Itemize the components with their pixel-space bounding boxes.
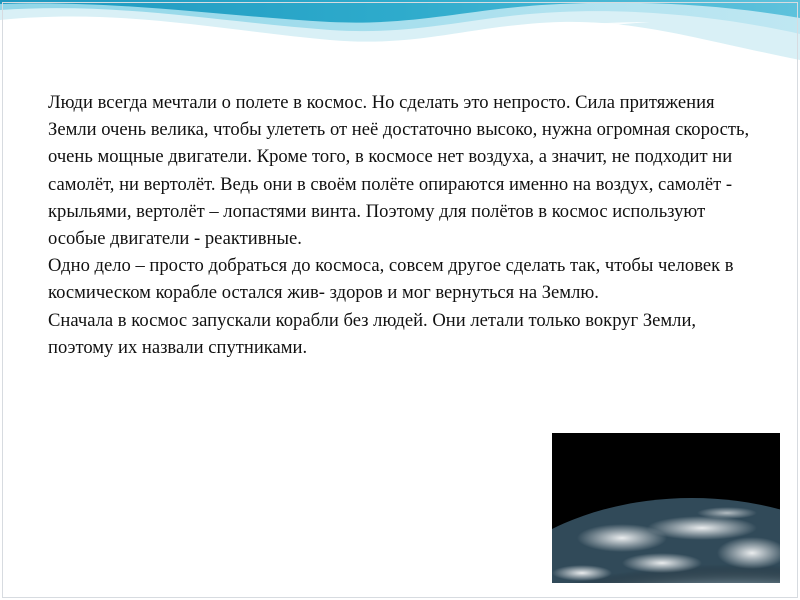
earth-from-space-photo [552, 433, 780, 583]
slide-body-text [48, 89, 758, 361]
cloud-4 [622, 553, 702, 573]
wave-header-decoration [0, 0, 800, 80]
paragraph-return-to-earth: Одно дело – просто добраться до космоса, совсем другое сделать так, чтобы человек в космическом корабле остался жив- здоров и мог вернуться на Землю. [48, 255, 734, 304]
paragraph-space-flight: Люди всегда мечтали о полете в космос. Но сделать это непросто. Сила притяжения Земли очень велика, чтобы улететь от неё достаточно высоко, нужна огромная скорость, очень мощные двигатели. Кроме того, в космосе нет воздуха, а значит, не подходит ни самолёт, ни вертолёт. Ведь они в своём полёте опираются именно на воздух, самолёт - крыльями, вертолёт – лопастями винта. Поэтому для полётов в космос используют особые двигатели - реактивные. [48, 92, 750, 250]
cloud-5 [552, 565, 612, 581]
cloud-6 [697, 507, 757, 519]
paragraph-satellites: Сначала в космос запускали корабли без людей. Они летали только вокруг Земли, поэтому их назвали спутниками. [48, 309, 697, 358]
cloud-2 [647, 516, 757, 540]
